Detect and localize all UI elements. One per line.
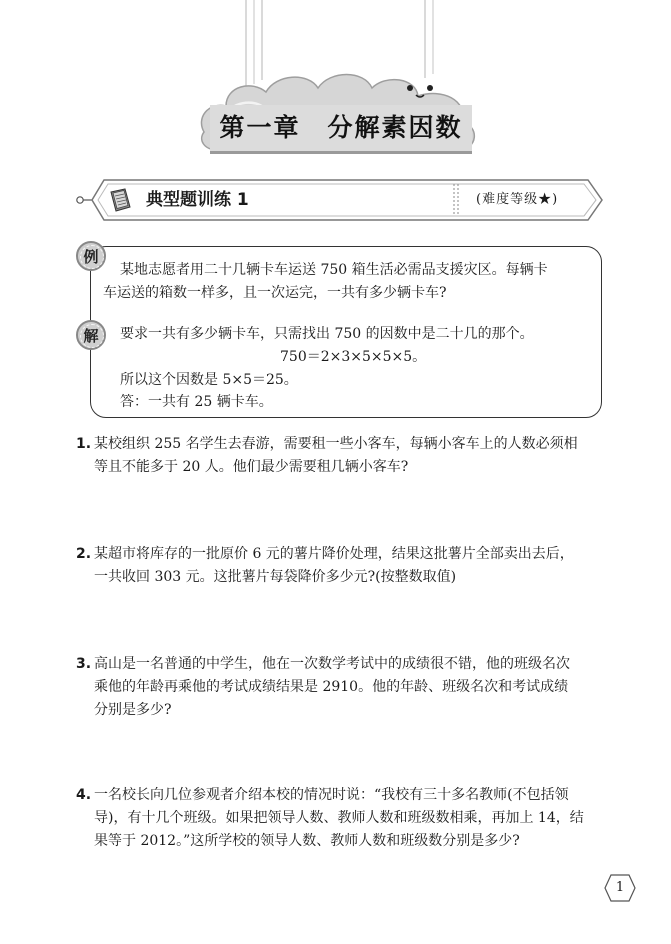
chapter-title: 第一章 分解素因数 [210,105,472,154]
problem-line: 等且不能多于 20 人。他们最少需要租几辆小客车? [94,459,409,475]
page-number: 1 [615,880,625,895]
problem-number: 2. [76,546,92,562]
problem-number: 4. [76,787,92,803]
problem-line: 某校组织 255 名学生去春游，需要租一些小客车，每辆小客车上的人数必须相 [94,436,578,452]
section-title: 典型题训练 1 [146,190,249,210]
problem-number: 3. [76,656,92,672]
solution-equation: 750＝2×3×5×5×5。 [280,349,427,365]
solution-badge: 解 [76,320,106,350]
example-question-line: 某地志愿者用二十几辆卡车运送 750 箱生活必需品支援灾区。每辆卡 [120,262,548,278]
book-icon [106,186,134,214]
problem-line: 一共收回 303 元。这批薯片每袋降价多少元?(按整数取值) [94,569,457,585]
solution-line: 要求一共有多少辆卡车，只需找出 750 的因数中是二十几的那个。 [120,326,534,342]
example-badge: 例 [76,241,106,271]
problem-line: 果等于 2012。”这所学校的领导人数、教师人数和班级数分别是多少? [94,833,520,849]
problem-line: 某超市将库存的一批原价 6 元的薯片降价处理，结果这批薯片全部卖出去后， [94,546,574,562]
example-question-line: 车运送的箱数一样多，且一次运完，一共有多少辆卡车? [103,285,447,301]
difficulty-label: (难度等级★) [476,192,559,207]
problem-line: 一名校长向几位参观者介绍本校的情况时说：“我校有三十多名教师(不包括领 [94,787,569,803]
solution-line: 所以这个因数是 5×5＝25。 [120,372,298,388]
problem-line: 导)，有十几个班级。如果把领导人数、教师人数和班级数相乘，再加上 14，结 [94,810,584,826]
problem-line: 分别是多少? [94,702,172,718]
solution-answer: 答：一共有 25 辆卡车。 [120,394,273,410]
problem-number: 1. [76,436,92,452]
problem-line: 高山是一名普通的中学生，他在一次数学考试中的成绩很不错，他的班级名次 [94,656,570,672]
problem-line: 乘他的年龄再乘他的考试成绩结果是 2910。他的年龄、班级名次和考试成绩 [94,679,569,695]
